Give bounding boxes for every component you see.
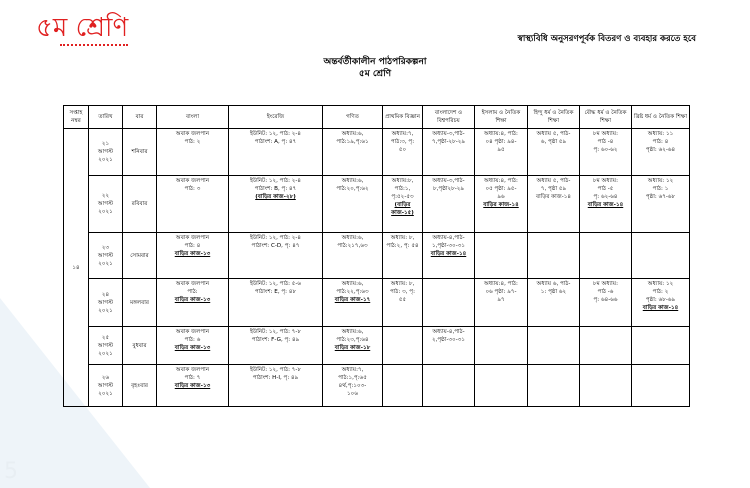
cell-text: পাঠ: ২ (184, 139, 201, 145)
islam-cell (475, 327, 528, 365)
date-cell: ২৩ আগস্ট ২০২১ (89, 233, 123, 279)
cell-text: ০৬ পৃষ্ঠা: ৯৭- (485, 289, 517, 295)
cell-text: পাঠ:৩, পৃ: (390, 139, 415, 145)
cell-text: পাঠাংশ: H-I, পৃ: ৪৯ (252, 375, 299, 381)
buddha-cell (580, 279, 632, 327)
cell-text: অধ্যায়: ৮, (390, 235, 415, 241)
lesson-plan-table (63, 105, 690, 407)
science-cell (383, 365, 423, 407)
table-row (64, 327, 690, 365)
bgs-cell (423, 365, 475, 407)
cell-text: ইউনিট: ১২, পাঠ: ২-৪ (249, 131, 302, 137)
cell-text: ৪র্থ,পৃ:১০৩- (338, 383, 367, 389)
science-cell (383, 176, 423, 233)
cell-text: ১০৬ (347, 391, 358, 397)
math-cell (323, 279, 383, 327)
cell-text: ইউনিট: ১২, পাঠ: ৫-৬ (249, 281, 302, 287)
cell-text: অবাক জলপান (175, 131, 210, 137)
cell-text: অধ্যায়:৭, (391, 131, 414, 137)
column-header: বার (123, 106, 157, 129)
cell-text: পাঠ: (187, 289, 198, 295)
bangla-cell (157, 365, 229, 407)
cell-text: ০৪ পৃষ্ঠা: ৯৪- (485, 139, 517, 145)
buddha-cell (580, 327, 632, 365)
cell-text: পাঠাংশ: B, পৃ: ৪৭ (254, 186, 297, 192)
cell-text: ৯৫ (497, 147, 505, 153)
cell-text: অধ্যায়-৩,পাঠ- (432, 131, 465, 137)
english-cell (229, 129, 323, 176)
cell-text: পৃ: ৬০-৬২ (593, 147, 618, 153)
english-cell (229, 327, 323, 365)
cell-text: পাঠ: ৩ (184, 186, 201, 192)
english-cell (229, 365, 323, 407)
cell-text: ৫০ (398, 147, 407, 153)
week-number-cell: ১৪ (64, 129, 89, 407)
health-notice: স্বাস্থ্যবিধি অনুসরণপূর্বক বিতরণ ও ব্যবহার করতে হবে (517, 34, 696, 44)
cell-text: অবাক জলপান (175, 367, 210, 373)
homework-label: বাড়ির কাজ-১৪ (430, 251, 467, 257)
column-header: বৌদ্ধ ধর্ম ও নৈতিক শিক্ষা (580, 106, 632, 129)
cell-text: অবাক জলপান (175, 178, 210, 184)
table-row (64, 129, 690, 176)
column-header: গণিত (323, 106, 383, 129)
cell-text: পাঠ: ৬ (184, 337, 201, 343)
homework-label: বাড়ির কাজ-১৪ (642, 305, 679, 311)
homework-label: বাড়ির কাজ-১৮ (334, 345, 371, 351)
cell-text: ৫৫ (398, 297, 407, 303)
cell-text: ১: পৃষ্ঠা ৬২ (540, 289, 567, 295)
cell-text: অধ্যায়:৬, (341, 329, 364, 335)
cell-text: অবাক জলপান (175, 235, 210, 241)
cell-text: অধ্যায় ৫, পাঠ- (536, 178, 571, 184)
cell-text: ৭,পৃষ্ঠা-২৮-২৯ (431, 139, 466, 145)
homework-label: বাড়ির কাজ-১৭ (334, 297, 371, 303)
buddha-cell (580, 176, 632, 233)
table-row (64, 279, 690, 327)
islam-cell (475, 176, 528, 233)
english-cell (229, 279, 323, 327)
date-cell: ২৪ আগস্ট ২০২১ (89, 279, 123, 327)
cell-text: পাঠ -৪ (597, 139, 614, 145)
day-cell: রবিবার (123, 176, 157, 233)
christ-cell (632, 129, 690, 176)
date-cell: ২২ আগস্ট ২০২১ (89, 176, 123, 233)
hindu-cell (528, 365, 580, 407)
cell-text: অধ্যায়-৪,পাঠ- (432, 329, 465, 335)
homework-label: (বাড়ির কাজ-২৮) (255, 194, 296, 200)
christ-cell (632, 327, 690, 365)
islam-cell (475, 233, 528, 279)
cell-text: অধ্যায়: ৮, (390, 281, 415, 287)
science-cell (383, 279, 423, 327)
hindu-cell (528, 279, 580, 327)
islam-cell (475, 365, 528, 407)
document-title-block (0, 56, 750, 80)
cell-text: পাঠ:২, পৃ: ৫৪ (386, 243, 419, 249)
cell-text: অধ্যায় ৬, পাঠ- (536, 281, 571, 287)
day-cell: মঙ্গলবার (123, 279, 157, 327)
christ-cell (632, 279, 690, 327)
bangla-cell (157, 129, 229, 176)
cell-text: পাঠ -৬ (597, 289, 614, 295)
cell-text: ৮ম অধ্যায়: (593, 178, 618, 184)
bgs-cell (423, 279, 475, 327)
cell-text: পাঠ -৫ (597, 186, 614, 192)
cell-text: পাঠাংশ: C-D, পৃ: ৪৭ (251, 243, 300, 249)
cell-text: অধ্যায়:৪, পাঠ: (484, 131, 518, 137)
column-header: ইসলাম ও নৈতিক শিক্ষা (475, 106, 528, 129)
cell-text: ইউনিট: ১২, পাঠ: ৭-৮ (249, 367, 302, 373)
cell-text: পাঠাংশ: A, পৃ: ৪৭ (254, 139, 297, 145)
cell-text: পাঠ:১, (394, 186, 411, 192)
homework-label: বাড়ির কাজ-১৩ (174, 251, 211, 257)
column-header: তারিখ (89, 106, 123, 129)
english-cell (229, 233, 323, 279)
cell-text: পৃষ্ঠা: ৬৮-৬৯ (645, 297, 676, 303)
cell-text: ১,পৃষ্ঠা-৩০-৩১ (431, 243, 466, 249)
math-cell (323, 327, 383, 365)
science-cell (383, 327, 423, 365)
cell-text: অধ্যায়:৪, পাঠ: (484, 281, 518, 287)
buddha-cell (580, 365, 632, 407)
cell-text: পাঠ:২৩,পৃ:৬৪ (336, 337, 369, 343)
math-cell (323, 233, 383, 279)
cell-text: ৬, পৃষ্ঠা ৫৯ (540, 139, 567, 145)
cell-text: পাঠ:১,পৃ:৬৫ (338, 375, 367, 381)
cell-text: অধ্যায়-৩,পাঠ- (432, 178, 465, 184)
bgs-cell (423, 129, 475, 176)
page-number: 5 (4, 459, 18, 484)
class-heading (36, 11, 128, 45)
cell-text: পাঠাংশ: E, পৃ: ৪৮ (254, 289, 297, 295)
cell-text: পাঠ: ৪ (652, 139, 669, 145)
cell-text: অধ্যায় ৫, পাঠ- (536, 131, 571, 137)
buddha-cell (580, 129, 632, 176)
math-cell (323, 365, 383, 407)
hindu-cell (528, 233, 580, 279)
column-header: প্রাথমিক বিজ্ঞান (383, 106, 423, 129)
cell-text: ২,পৃষ্ঠা-৩০-৩১ (431, 337, 466, 343)
homework-label: বাড়ির কাজ-১৩ (174, 345, 211, 351)
christ-cell (632, 365, 690, 407)
homework-label: বাড়ির কাজ-১৪ (483, 202, 519, 208)
document-title: অন্তর্বর্তীকালীন পাঠপরিকল্পনা (323, 57, 427, 67)
hindu-cell (528, 176, 580, 233)
science-cell (383, 233, 423, 279)
day-cell: সোমবার (123, 233, 157, 279)
homework-label: বাড়ির কাজ-১৩ (174, 297, 211, 303)
cell-text: পাঠ:১৯,পৃ:৬১ (336, 139, 369, 145)
english-cell (229, 176, 323, 233)
day-cell: বৃহঃবার (123, 365, 157, 407)
cell-text: অধ্যায়:৬, (341, 281, 364, 287)
class-heading-text: ৫ম শ্রেণি (36, 13, 129, 43)
cell-text: ইউনিট: ১২, পাঠ: ৭-৮ (249, 329, 302, 335)
cell-text: অধ্যায়:৭, (341, 367, 364, 373)
bgs-cell (423, 176, 475, 233)
cell-text: ৮ম অধ্যায়: (593, 281, 618, 287)
science-cell (383, 129, 423, 176)
cell-text: ৮ম অধ্যায়: (593, 131, 618, 137)
day-cell: বুধবার (123, 327, 157, 365)
cell-text: অধ্যায়:৪, পাঠ: (484, 178, 518, 184)
table-row (64, 233, 690, 279)
date-cell: ২৬ আগস্ট ২০২১ (89, 365, 123, 407)
table-header-row (64, 106, 690, 129)
document-subtitle: ৫ম শ্রেণি (358, 69, 392, 79)
heading-underline (60, 44, 128, 46)
cell-text: ৮,পৃষ্ঠা২৮-২৯ (432, 186, 465, 192)
christ-cell (632, 233, 690, 279)
buddha-cell (580, 233, 632, 279)
cell-text: অধ্যায়: ১২ (647, 281, 674, 287)
cell-text: পাঠ:২১৭,৬৩ (337, 243, 368, 249)
cell-text: পৃ: ৬৪-৬৬ (593, 297, 618, 303)
cell-text: ইউনিট: ১২, পাঠ: ২-৪ (249, 235, 302, 241)
homework-label: বাড়ির কাজ-১৩ (174, 383, 211, 389)
cell-text: পাঠ:২২,পৃ:৬৩ (336, 289, 369, 295)
bangla-cell (157, 327, 229, 365)
table-row (64, 365, 690, 407)
cell-text: অধ্যায়:৬, (341, 235, 364, 241)
math-cell (323, 129, 383, 176)
cell-text: ৭, পৃষ্ঠা ৫৯ (540, 186, 567, 192)
cell-text: অধ্যায়:৮, (391, 178, 414, 184)
homework-label: বাড়ির কাজ-১৪ (587, 202, 624, 208)
cell-text: পাঠ: ৭ (184, 375, 201, 381)
column-header: বাংলা (157, 106, 229, 129)
date-cell: ২১ আগস্ট ২০২১ (89, 129, 123, 176)
bangla-cell (157, 233, 229, 279)
bgs-cell (423, 233, 475, 279)
cell-text: অধ্যায়: ১২ (647, 178, 674, 184)
cell-text: ইউনিট: ১২, পাঠ: ২-৪ (249, 178, 302, 184)
date-cell: ২৫ আগস্ট ২০২১ (89, 327, 123, 365)
homework-label: (বাড়ির কাজ-১৫) (391, 202, 414, 216)
cell-text: ৯৬ (497, 194, 505, 200)
hindu-cell (528, 327, 580, 365)
cell-text: পাঠাংশ: F-G, পৃ: ৪৯ (251, 337, 300, 343)
cell-text: পাঠ: ১ (652, 186, 669, 192)
cell-text: ৯৭ (497, 297, 505, 303)
cell-text: অবাক জলপান (175, 329, 210, 335)
column-header: সপ্তাহ নম্বর (64, 106, 89, 129)
cell-text: অধ্যায়:৬, (341, 178, 364, 184)
islam-cell (475, 129, 528, 176)
cell-text: পাঠ: ৩, পৃ: (390, 289, 415, 295)
cell-text: পৃ: ৬২-৬৪ (593, 194, 618, 200)
cell-text: পাঠ:২০,পৃ:৬২ (336, 186, 369, 192)
islam-cell (475, 279, 528, 327)
column-header: ইংরেজি (229, 106, 323, 129)
hindu-cell (528, 129, 580, 176)
column-header: খ্রিষ্ট ধর্ম ও নৈতিক শিক্ষা (632, 106, 690, 129)
christ-cell (632, 176, 690, 233)
cell-text: অধ্যায়-৪,পাঠ- (432, 235, 465, 241)
cell-text: পৃষ্ঠা: ৬২-৬৪ (645, 147, 676, 153)
column-header: বাংলাদেশ ও বিশ্বপরিচয় (423, 106, 475, 129)
cell-text: পৃষ্ঠা: ৬৭-৬৮ (645, 194, 676, 200)
cell-text: ০৫ পৃষ্ঠা: ৯৫- (485, 186, 517, 192)
bgs-cell (423, 327, 475, 365)
cell-text: অবাক জলপান (175, 281, 210, 287)
cell-text: পাঠ: ৪ (184, 243, 201, 249)
cell-text: পৃ:৫২-৫৩ (391, 194, 414, 200)
bangla-cell (157, 279, 229, 327)
day-cell: শনিবার (123, 129, 157, 176)
cell-text: অধ্যায়: ১১ (647, 131, 674, 137)
table-row (64, 176, 690, 233)
bangla-cell (157, 176, 229, 233)
cell-text: অধ্যায়:৬, (341, 131, 364, 137)
math-cell (323, 176, 383, 233)
column-header: হিন্দু ধর্ম ও নৈতিক শিক্ষা (528, 106, 580, 129)
cell-text: পাঠ: ২ (652, 289, 669, 295)
cell-text: বাড়ির কাজ-১৪ (535, 194, 571, 200)
